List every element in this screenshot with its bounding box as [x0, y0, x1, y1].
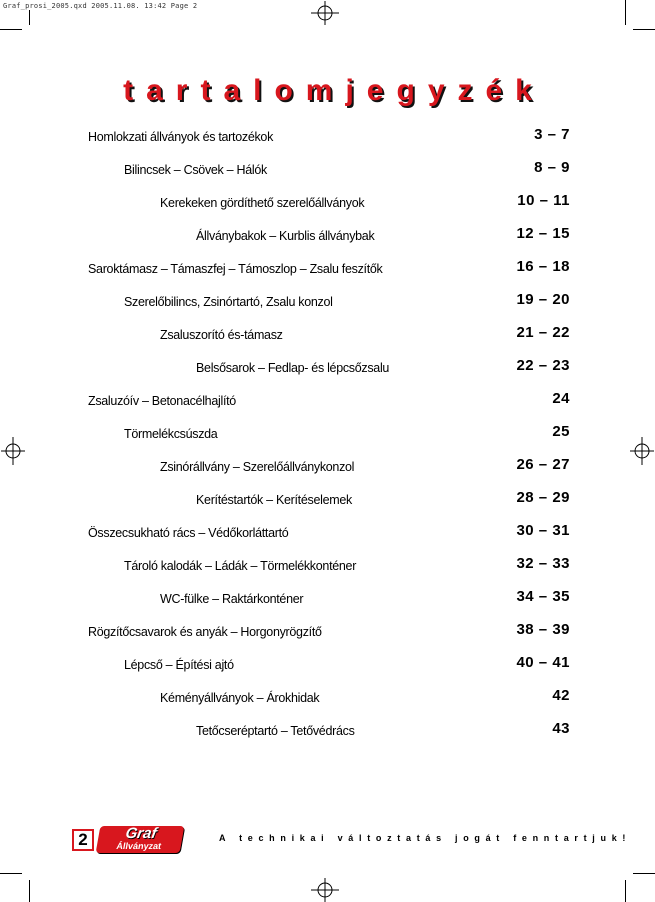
- toc-entry-pages: 30 – 31: [516, 522, 570, 539]
- footer-disclaimer: A technikai változtatás jogát fenntartjuk!: [219, 833, 632, 843]
- graf-logo: [96, 826, 185, 853]
- toc-entry-pages: 3 – 7: [534, 126, 570, 143]
- toc-entry-pages: 24: [552, 390, 570, 407]
- toc-entry[interactable]: [124, 654, 570, 672]
- toc-entry-label: Belsősarok – Fedlap- és lépcsőzsalu: [196, 361, 390, 375]
- toc-entry-label: Szerelőbilincs, Zsinórtartó, Zsalu konzol: [124, 295, 333, 309]
- toc-entry[interactable]: [160, 687, 570, 705]
- toc-entry-pages: 32 – 33: [516, 555, 570, 572]
- toc-entry-pages: 19 – 20: [516, 291, 570, 308]
- toc-entry-label: Tetőcseréptartó – Tetővédrács: [196, 724, 355, 738]
- toc-entry-pages: 42: [552, 687, 570, 704]
- toc-entry-pages: 43: [552, 720, 570, 737]
- toc-entry-label: Tároló kalodák – Ládák – Törmelékkonténer: [124, 559, 357, 573]
- toc-entry[interactable]: [196, 357, 570, 375]
- toc-entry-label: Összecsukható rács – Védőkorláttartó: [88, 526, 289, 540]
- toc-entry-pages: 25: [552, 423, 570, 440]
- toc-entry[interactable]: [88, 390, 570, 408]
- toc-entry-label: Kerekeken gördíthető szerelőállványok: [160, 196, 365, 210]
- toc-entry-label: Kerítéstartók – Kerítéselemek: [196, 493, 352, 507]
- toc-entry-label: WC-fülke – Raktárkonténer: [160, 592, 304, 606]
- toc-entry-pages: 21 – 22: [516, 324, 570, 341]
- toc-entry[interactable]: [196, 225, 570, 243]
- toc-entry[interactable]: [124, 555, 570, 573]
- toc-entry-pages: 8 – 9: [534, 159, 570, 176]
- toc-entry-label: Homlokzati állványok és tartozékok: [88, 130, 274, 144]
- toc-entry-pages: 28 – 29: [516, 489, 570, 506]
- toc-entry-pages: 10 – 11: [517, 192, 570, 209]
- toc-entry-label: Rögzítőcsavarok és anyák – Horgonyrögzítő: [88, 625, 322, 639]
- toc-entry-pages: 22 – 23: [516, 357, 570, 374]
- toc-entry[interactable]: [124, 159, 570, 177]
- toc-entry-label: Törmelékcsúszda: [124, 427, 218, 441]
- toc-entry-label: Zsinórállvány – Szerelőállványkonzol: [160, 460, 355, 474]
- page-number: 2: [72, 829, 94, 851]
- toc-entry-label: Zsaluzóív – Betonacélhajlító: [88, 394, 236, 408]
- toc-entry[interactable]: [88, 621, 570, 639]
- toc-entry[interactable]: [124, 423, 570, 441]
- toc-entry-pages: 34 – 35: [516, 588, 570, 605]
- toc-entry-pages: 12 – 15: [516, 225, 570, 242]
- toc-entry[interactable]: [160, 588, 570, 606]
- toc-entry-pages: 40 – 41: [516, 654, 570, 671]
- toc-entry[interactable]: [88, 126, 570, 144]
- toc-entry-label: Lépcső – Építési ajtó: [124, 658, 234, 672]
- toc-entry-label: Kéményállványok – Árokhidak: [160, 691, 320, 705]
- toc-entry[interactable]: [196, 720, 570, 738]
- toc-entry-label: Saroktámasz – Támaszfej – Támoszlop – Zsalu feszítők: [88, 262, 383, 276]
- toc-entry[interactable]: [196, 489, 570, 507]
- page-title: tartalomjegyzék: [123, 74, 545, 107]
- toc-entry-pages: 16 – 18: [516, 258, 570, 275]
- toc-entry[interactable]: [88, 522, 570, 540]
- toc-entry-label: Zsaluszorító és-támasz: [160, 328, 283, 342]
- logo-subtitle: Állványzat: [115, 841, 163, 851]
- toc-entry-pages: 38 – 39: [516, 621, 570, 638]
- toc-entry[interactable]: [160, 324, 570, 342]
- toc-entry-label: Bilincsek – Csövek – Hálók: [124, 163, 267, 177]
- toc-entry[interactable]: [160, 192, 570, 210]
- toc-entry-label: Állványbakok – Kurblis állványbak: [196, 229, 375, 243]
- logo-wordmark: Graf: [124, 825, 158, 842]
- print-slug: Graf_prosi_2005.qxd 2005.11.08. 13:42 Page 2: [3, 2, 198, 10]
- toc-entry[interactable]: [88, 258, 570, 276]
- toc-entry[interactable]: [124, 291, 570, 309]
- toc-entry-pages: 26 – 27: [516, 456, 570, 473]
- toc-entry[interactable]: [160, 456, 570, 474]
